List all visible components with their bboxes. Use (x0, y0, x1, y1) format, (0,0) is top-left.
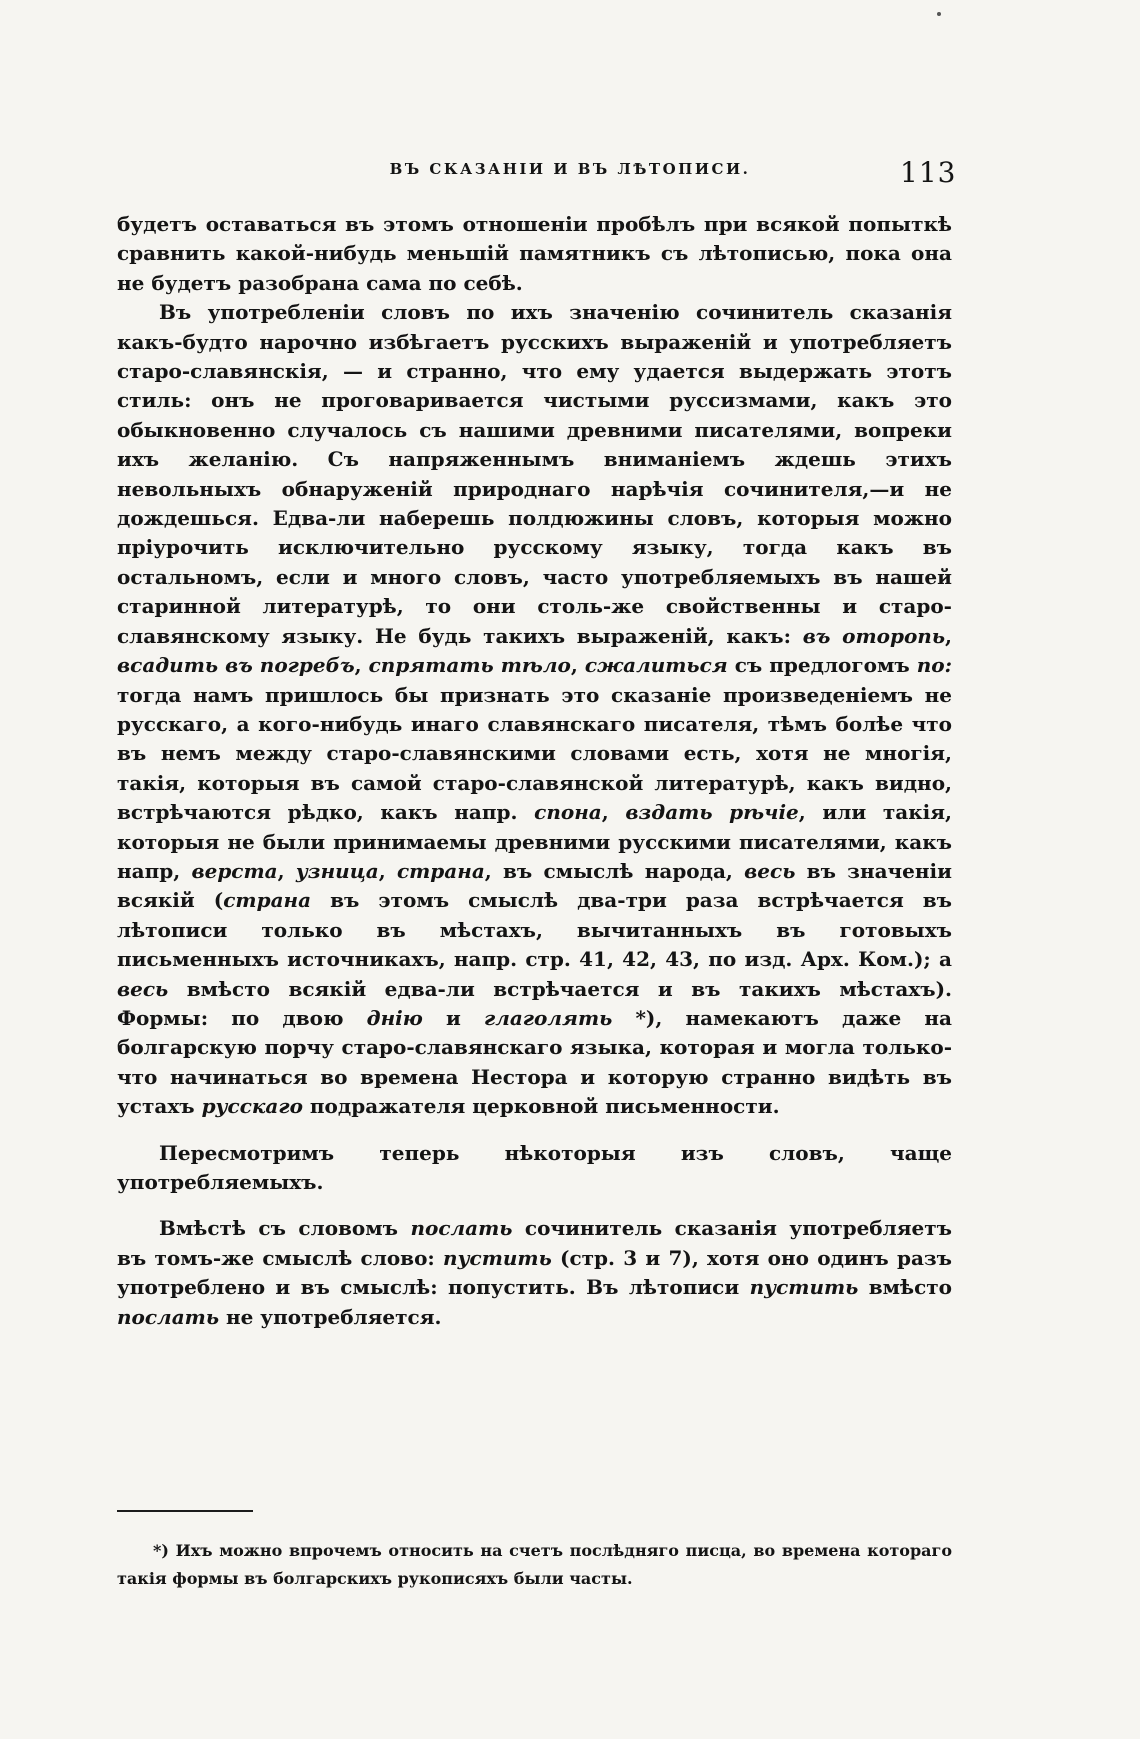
italic-term: по: (916, 653, 952, 678)
paragraph-2 (117, 298, 952, 1121)
text-run: и (422, 1005, 484, 1030)
text-run: , (601, 800, 626, 825)
text-run: въ значеніи всякій ( (117, 858, 952, 913)
body-text (117, 210, 952, 1332)
running-title: ВЪ СКАЗАНІИ И ВЪ ЛѢТОПИСИ. (389, 160, 751, 178)
italic-term: днію (366, 1005, 423, 1030)
italic-term: страна (396, 858, 485, 883)
footnote: *) Ихъ можно впрочемъ относить на счетъ послѣдняго писца, во времена котораго такія формы въ болгарскихъ рукописяхъ были часты. (117, 1541, 952, 1588)
text-run: , или такія, которыя не были принимаемы древними русскими писателями, какъ напр, (117, 800, 952, 883)
speck (937, 12, 941, 16)
italic-term: весь (117, 976, 169, 1001)
italic-term: въ оторопь (802, 623, 946, 648)
italic-term: послать (117, 1304, 220, 1329)
page-number: 113 (900, 156, 957, 189)
text-run: въ этомъ смыслѣ два-три раза встрѣчается въ лѣтописи только въ мѣстахъ, вычитанныхъ въ готовыхъ письменныхъ источникахъ, напр. стр. 41, 42, 43, по изд. Арх. Ком.); а (117, 888, 953, 972)
text-run: , (570, 653, 585, 678)
paragraph-4 (117, 1214, 952, 1332)
paragraph-1: будетъ оставаться въ этомъ отношеніи пробѣлъ при всякой попыткѣ сравнить какой-нибудь меньшій памятникъ съ лѣтописью, пока она не будетъ разобрана сама по себѣ. (117, 212, 952, 295)
italic-term: всадить въ погребъ (117, 653, 355, 678)
italic-term: спрятать тѣло (368, 653, 571, 678)
paragraph-2-rest (117, 624, 952, 1119)
italic-term: сжалиться (584, 653, 728, 678)
italic-term: верста (191, 858, 278, 883)
italic-term: русскаго (201, 1094, 303, 1119)
text-run: , (277, 858, 296, 883)
italic-term: весь (744, 858, 796, 883)
text-run: тогда намъ пришлось бы признать это сказаніе произведеніемъ не русскаго, а кого-нибудь инаго славянскаго писателя, тѣмъ болѣе что въ немъ между старо-славянскими словами есть, хотя не многія, такія, которыя въ самой старо-славянской литературѣ, какъ видно, встрѣчаются рѣдко, какъ напр. (117, 682, 952, 825)
text-run: , (378, 858, 397, 883)
paragraph-2-lead: Въ употребленіи словъ по ихъ значенію сочинитель сказанія какъ-будто нарочно избѣгаетъ русскихъ выраженій и употребляетъ старо-славянскія, — и странно, что ему удается выдержать этотъ стиль: онъ не проговаривается чистыми руссизмами, какъ это обыкновенно случалось съ нашими древними писателями, вопреки ихъ желанію. Съ напряженнымъ вниманіемъ ждешь этихъ невольныхъ обнаруженій природнаго нарѣчія сочинителя,—и не дождешься. Едва-ли наберешь полдюжины словъ, которыя можно пріурочить исключительно русскому языку, тогда какъ въ остальномъ, если и много словъ, часто употребляемыхъ въ нашей старинной литературѣ, то они столь-же свойственны и старо-славянскому языку. Не будь такихъ выраженій, какъ: (117, 300, 952, 648)
text-run: (стр. 3 и 7), хотя оно одинъ разъ употреблено и въ смыслѣ: попустить. Въ лѣтописи (117, 1245, 953, 1300)
footnote-rule (117, 1510, 253, 1512)
text-run: не употребляется. (219, 1304, 442, 1329)
italic-term: пустить (443, 1245, 552, 1270)
text-run: вмѣсто (858, 1275, 952, 1300)
italic-term: спона (534, 800, 602, 825)
italic-term: вздать рѣчіе (625, 800, 799, 825)
text-run: *), намекаютъ даже на болгарскую порчу старо-славянскаго языка, которая и могла только-что начинаться во времена Нестора и которую странно видѣть въ устахъ (117, 1005, 953, 1119)
italic-term: послать (410, 1216, 513, 1241)
text-run: , (945, 623, 952, 648)
paragraph-4-lead: Вмѣстѣ съ словомъ (159, 1216, 398, 1241)
italic-term: узница (295, 858, 379, 883)
text-run: подражателя церковной письменности. (302, 1094, 780, 1119)
text-run: вмѣсто всякій едва-ли встрѣчается и въ такихъ мѣстахъ). Формы: по двою (117, 976, 952, 1030)
paragraph-3: Пересмотримъ теперь нѣкоторыя изъ словъ, чаще употребляемыхъ. (117, 1140, 952, 1194)
text-run: , (354, 653, 369, 678)
text-run: , въ смыслѣ народа, (484, 858, 745, 883)
text-run: сочинитель сказанія употребляетъ въ томъ-же смыслѣ слово: (117, 1216, 952, 1270)
text-run: съ предлогомъ (727, 653, 917, 678)
italic-term: глаголять (483, 1005, 613, 1030)
italic-term: страна (223, 888, 312, 913)
italic-term: пустить (749, 1275, 859, 1300)
